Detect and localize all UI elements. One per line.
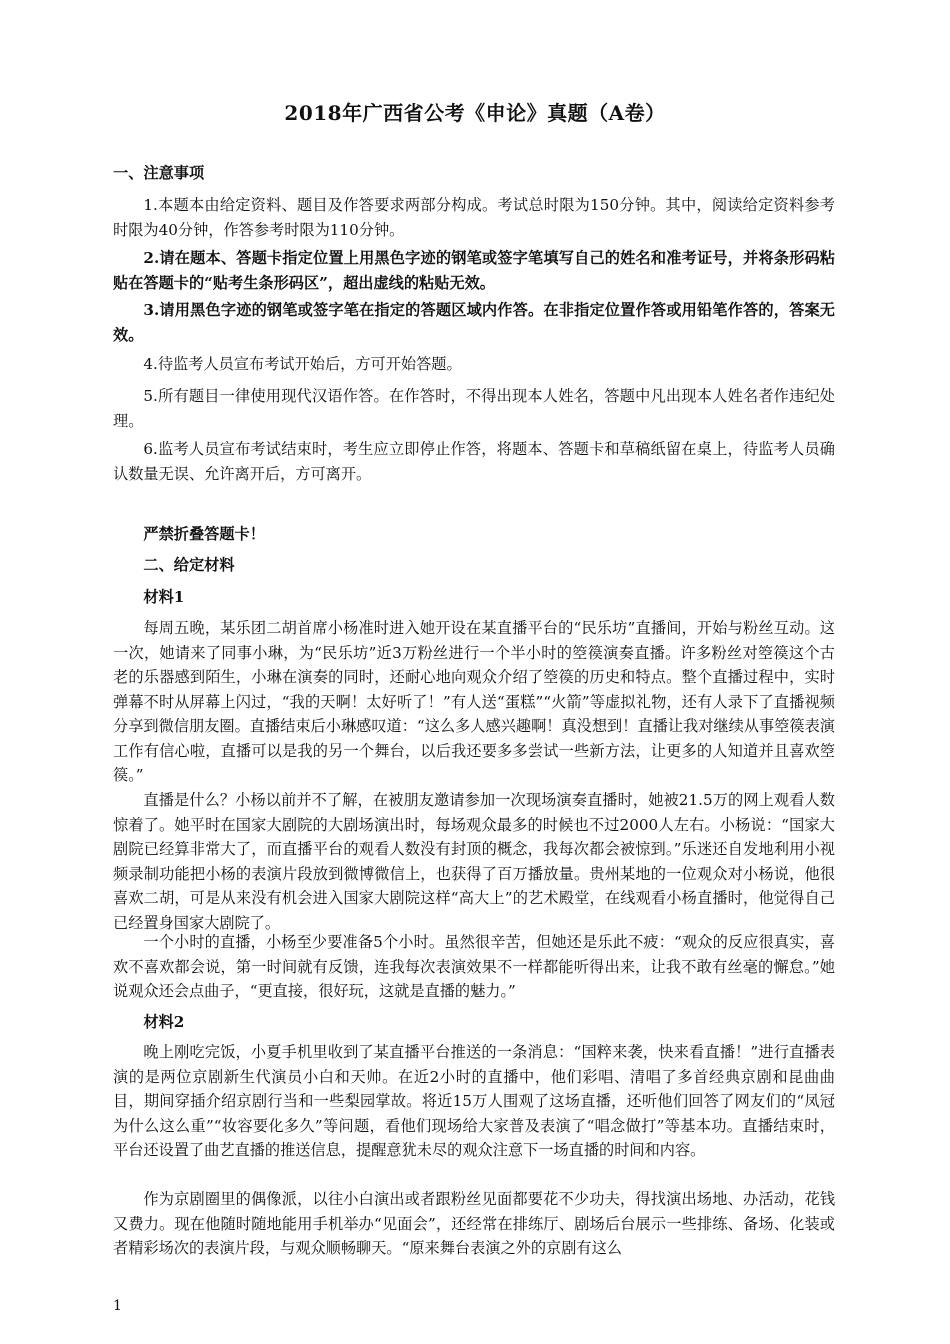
notice-item-2: 2.请在题本、答题卡指定位置上用黑色字迹的钢笔或签字笔填写自己的姓名和准考证号，并将条形码粘贴在答题卡的“贴考生条形码区”，超出虚线的粘贴无效。: [113, 249, 835, 292]
notice-item-4: 4.待监考人员宣布考试开始后，方可开始答题。: [143, 355, 462, 373]
warning-text: 严禁折叠答题卡！: [143, 525, 265, 543]
section-heading-materials: 二、给定材料: [143, 556, 235, 574]
material-1-paragraph: 每周五晚，某乐团二胡首席小杨准时进入她开设在某直播平台的“民乐坊”直播间，开始与粉丝互动。这一次，她请来了同事小琳，为“民乐坊”近3万粉丝进行一个半小时的箜篌演奏直播。许多粉丝对箜篌这个古老的乐器感到陌生，小琳在演奏的同时，还耐心地向观众介绍了箜篌的历史和特点。整个直播过程中，实时弹幕不时从屏幕上闪过，“我的天啊！太好听了！”有人送“蛋糕”“火箭”等虚拟礼物，还有人录下了直播视频分享到微信朋友圈。直播结束后小琳感叹道：“这么多人感兴趣啊！真没想到！直播让我对继续从事箜篌表演工作有信心啦，直播可以是我的另一个舞台，以后我还要多多尝试一些新方法，让更多的人知道并且喜欢箜篌。”: [113, 619, 835, 784]
document-title: 2018年广西省公考《申论》真题（A卷）: [284, 101, 666, 125]
material-1-paragraph: 直播是什么？小杨以前并不了解，在被朋友邀请参加一次现场演奏直播时，她被21.5万的网上观看人数惊着了。她平时在国家大剧院的大剧场演出时，每场观众最多的时候也不过2000人左右。小杨说：“国家大剧院已经算非常大了，而直播平台的观看人数没有封顶的概念，我每次都会被惊到。”乐迷还自发地利用小视频录制功能把小杨的表演片段放到微博微信上，也获得了百万播放量。贵州某地的一位观众对小杨说，他很喜欢二胡，可是从来没有机会进入国家大剧院这样“高大上”的艺术殿堂，在线观看小杨直播时，他觉得自己已经置身国家大剧院了。: [113, 791, 835, 932]
page-number: 1: [113, 1298, 122, 1314]
material-2-paragraph: 作为京剧圈里的偶像派，以往小白演出或者跟粉丝见面都要花不少功夫，得找演出场地、办活动，花钱又费力。现在他随时随地能用手机举办“见面会”，还经常在排练厅、剧场后台展示一些排练、备场、化装或者精彩场次的表演片段，与观众顺畅聊天。“原来舞台表演之外的京剧有这么: [113, 1190, 835, 1257]
section-heading-notes: 一、注意事项: [113, 164, 205, 182]
material-2-paragraph: 晚上刚吃完饭，小夏手机里收到了某直播平台推送的一条消息：“国粹来袭，快来看直播！”进行直播表演的是两位京剧新生代演员小白和天帅。在近2小时的直播中，他们彩唱、清唱了多首经典京剧和昆曲曲目，期间穿插介绍京剧行当和一些梨园掌故。将近15万人围观了这场直播，还听他们回答了网友们的“凤冠为什么这么重”“妆容要化多久”等问题，看他们现场给大家普及表演了“唱念做打”等基本功。直播结束时，平台还设置了曲艺直播的推送信息，提醒意犹未尽的观众注意下一场直播的时间和内容。: [113, 1043, 835, 1159]
notice-item-6: 6.监考人员宣布考试结束时，考生应立即停止作答，将题本、答题卡和草稿纸留在桌上，待监考人员确认数量无误、允许离开后，方可离开。: [113, 440, 835, 483]
material-1-paragraph: 一个小时的直播，小杨至少要准备5个小时。虽然很辛苦，但她还是乐此不疲：“观众的反应很真实，喜欢不喜欢都会说，第一时间就有反馈，连我每次表演效果不一样都能听得出来，让我不敢有丝毫的懈怠。”她说观众还会点曲子，“更直接，很好玩，这就是直播的魅力。”: [113, 933, 835, 1000]
notice-item-1: 1.本题本由给定资料、题目及作答要求两部分构成。考试总时限为150分钟。其中，阅读给定资料参考时限为40分钟，作答参考时限为110分钟。: [113, 196, 835, 239]
notice-item-3: 3.请用黑色字迹的钢笔或签字笔在指定的答题区域内作答。在非指定位置作答或用铅笔作答的，答案无效。: [113, 301, 835, 344]
material-2-heading: 材料2: [143, 1013, 185, 1031]
notice-item-5: 5.所有题目一律使用现代汉语作答。在作答时，不得出现本人姓名，答题中凡出现本人姓名者作违纪处理。: [113, 387, 835, 430]
material-1-heading: 材料1: [143, 588, 185, 606]
